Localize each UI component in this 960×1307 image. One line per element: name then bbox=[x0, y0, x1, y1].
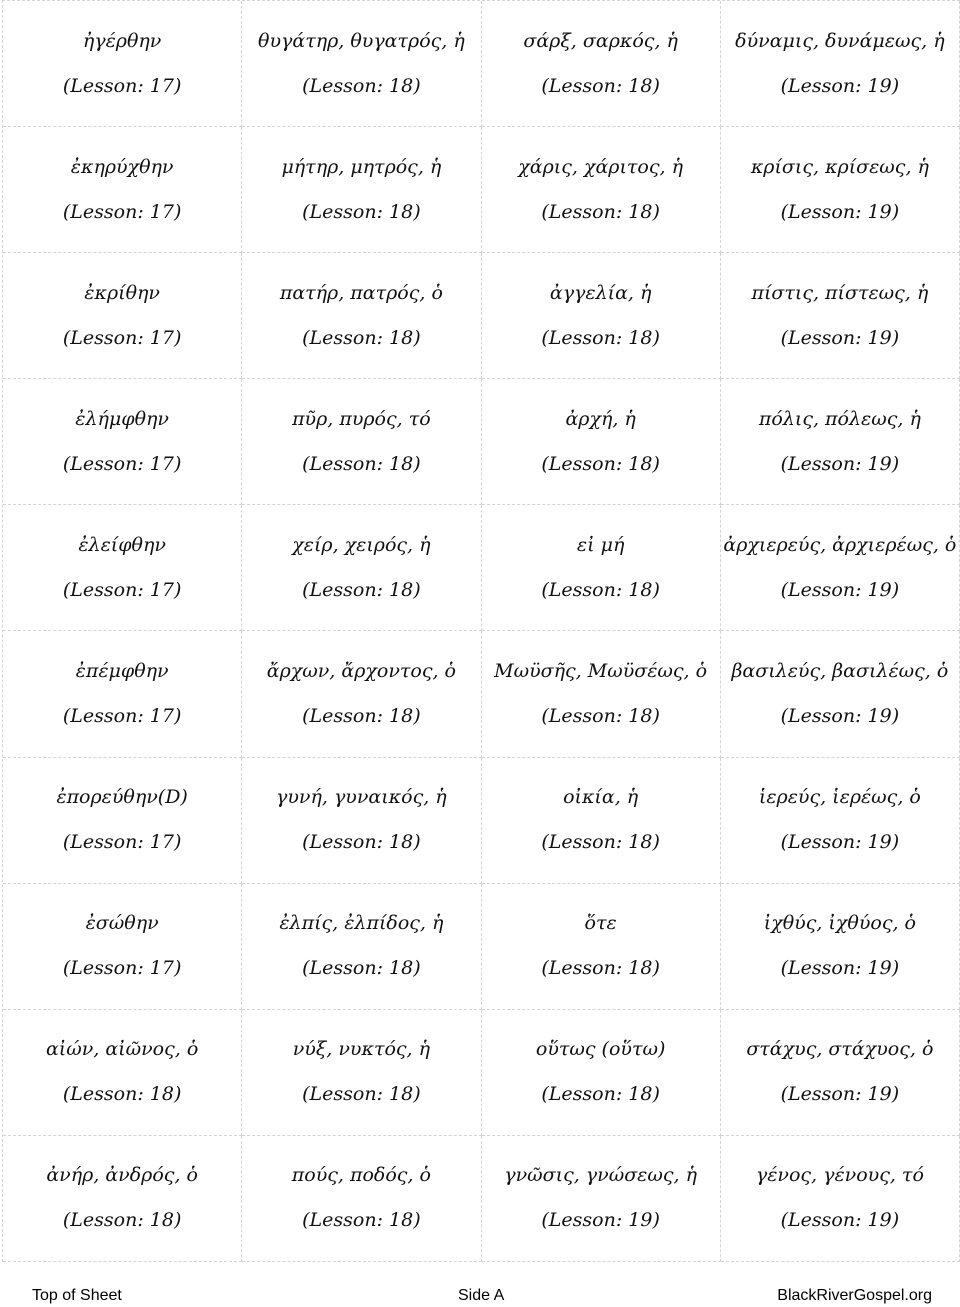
flashcard bbox=[721, 758, 960, 884]
flashcard bbox=[482, 253, 721, 379]
flashcard bbox=[482, 127, 721, 253]
flashcard bbox=[3, 884, 242, 1010]
flashcard-lesson: (Lesson: 18) bbox=[541, 578, 660, 601]
flashcard-lesson: (Lesson: 18) bbox=[541, 957, 660, 980]
flashcard-lesson: (Lesson: 17) bbox=[62, 200, 182, 223]
flashcard-term: ἐπέμφθην bbox=[75, 660, 169, 683]
flashcard-term: ἐπορεύθην(D) bbox=[56, 786, 188, 809]
flashcard-term: οἰκία, ἡ bbox=[563, 786, 639, 809]
flashcard-lesson: (Lesson: 19) bbox=[780, 1083, 900, 1106]
flashcard-term: ἐσώθην bbox=[85, 912, 159, 935]
flashcard-term: πόλις, πόλεως, ἡ bbox=[758, 407, 921, 430]
flashcard-term: πίστις, πίστεως, ἡ bbox=[751, 281, 929, 304]
flashcard-lesson: (Lesson: 17) bbox=[62, 578, 182, 601]
flashcard-lesson: (Lesson: 19) bbox=[780, 705, 900, 728]
flashcard bbox=[721, 1, 960, 127]
flashcard-term: ἱερεύς, ἱερέως, ὁ bbox=[758, 786, 921, 809]
flashcard-lesson: (Lesson: 17) bbox=[62, 452, 182, 475]
flashcard-term: κρίσις, κρίσεως, ἡ bbox=[750, 155, 929, 178]
flashcard-lesson: (Lesson: 18) bbox=[62, 1209, 182, 1232]
flashcard bbox=[3, 1, 242, 127]
flashcard bbox=[3, 253, 242, 379]
flashcard-lesson: (Lesson: 19) bbox=[780, 957, 900, 980]
flashcard-term: γνῶσις, γνώσεως, ἡ bbox=[504, 1164, 697, 1187]
flashcard-term: ἀρχή, ἡ bbox=[565, 407, 636, 430]
flashcard-lesson: (Lesson: 18) bbox=[302, 705, 421, 728]
flashcard-term: ἄρχων, ἄρχοντος, ὁ bbox=[266, 660, 456, 683]
flashcard bbox=[482, 1010, 721, 1136]
footer-site-name: BlackRiverGospel.org bbox=[777, 1287, 932, 1304]
flashcard bbox=[482, 1, 721, 127]
flashcard-term: χάρις, χάριτος, ἡ bbox=[518, 155, 683, 178]
flashcard-lesson: (Lesson: 19) bbox=[780, 1209, 900, 1232]
flashcard-lesson: (Lesson: 18) bbox=[541, 74, 660, 97]
flashcard bbox=[3, 1010, 242, 1136]
flashcard-lesson: (Lesson: 18) bbox=[302, 578, 421, 601]
flashcard-term: μήτηρ, μητρός, ἡ bbox=[281, 155, 442, 178]
flashcard bbox=[482, 758, 721, 884]
flashcard-lesson: (Lesson: 18) bbox=[541, 705, 660, 728]
flashcard bbox=[3, 758, 242, 884]
flashcard-term: εἰ μή bbox=[576, 533, 625, 556]
flashcard bbox=[721, 884, 960, 1010]
flashcard-term: θυγάτηρ, θυγατρός, ἡ bbox=[258, 29, 465, 52]
flashcard bbox=[242, 631, 481, 757]
footer-left-text: Top of Sheet bbox=[32, 1287, 122, 1304]
flashcard-term: Μωϋσῆς, Μωϋσέως, ὁ bbox=[494, 660, 708, 683]
flashcard bbox=[721, 631, 960, 757]
flashcard-lesson: (Lesson: 19) bbox=[780, 452, 900, 475]
flashcard bbox=[242, 1, 481, 127]
flashcard-term: ἐκηρύχθην bbox=[70, 155, 174, 178]
flashcard-term: ἠγέρθην bbox=[82, 29, 162, 52]
flashcard bbox=[3, 127, 242, 253]
flashcard bbox=[242, 253, 481, 379]
flashcard-lesson: (Lesson: 18) bbox=[541, 831, 660, 854]
flashcard-term: ἐκρίθην bbox=[84, 281, 160, 304]
flashcard-lesson: (Lesson: 19) bbox=[780, 200, 900, 223]
flashcard-term: ἰχθύς, ἰχθύος, ὁ bbox=[763, 912, 916, 935]
flashcard-term: αἰών, αἰῶνος, ὁ bbox=[45, 1038, 199, 1061]
flashcard-lesson: (Lesson: 18) bbox=[302, 1083, 421, 1106]
flashcard-lesson: (Lesson: 19) bbox=[780, 74, 900, 97]
footer-side-label: Side A bbox=[458, 1287, 505, 1304]
flashcard-lesson: (Lesson: 18) bbox=[541, 452, 660, 475]
flashcard-lesson: (Lesson: 18) bbox=[302, 452, 421, 475]
flashcard-lesson: (Lesson: 18) bbox=[541, 200, 660, 223]
flashcard-lesson: (Lesson: 18) bbox=[541, 326, 660, 349]
flashcard bbox=[721, 1010, 960, 1136]
flashcard-lesson: (Lesson: 17) bbox=[62, 831, 182, 854]
flashcard-lesson: (Lesson: 18) bbox=[541, 1083, 660, 1106]
flashcard-term: ἐλήμφθην bbox=[75, 407, 169, 430]
page-footer bbox=[0, 1285, 960, 1307]
flashcard-term: χείρ, χειρός, ἡ bbox=[292, 533, 431, 556]
flashcard-lesson: (Lesson: 19) bbox=[780, 831, 900, 854]
flashcard bbox=[242, 1010, 481, 1136]
flashcard bbox=[482, 505, 721, 631]
flashcard bbox=[3, 505, 242, 631]
flashcard-term: νύξ, νυκτός, ἡ bbox=[292, 1038, 430, 1061]
flashcard-lesson: (Lesson: 19) bbox=[780, 578, 900, 601]
flashcard-term: ἀνήρ, ἀνδρός, ὁ bbox=[46, 1164, 198, 1187]
flashcard bbox=[242, 127, 481, 253]
flashcard bbox=[482, 631, 721, 757]
flashcard-term: σάρξ, σαρκός, ἡ bbox=[523, 29, 678, 52]
flashcard-lesson: (Lesson: 18) bbox=[302, 74, 421, 97]
flashcard bbox=[721, 379, 960, 505]
flashcard-term: ὅτε bbox=[584, 912, 617, 935]
flashcard bbox=[721, 505, 960, 631]
flashcard-lesson: (Lesson: 18) bbox=[302, 326, 421, 349]
flashcard-lesson: (Lesson: 18) bbox=[62, 1083, 182, 1106]
flashcard-term: γυνή, γυναικός, ἡ bbox=[276, 786, 447, 809]
flashcard bbox=[482, 379, 721, 505]
flashcard-term: ἀγγελία, ἡ bbox=[549, 281, 652, 304]
flashcard-term: ἐλείφθην bbox=[78, 533, 166, 556]
flashcard-term: ἀρχιερεύς, ἀρχιερέως, ὁ bbox=[723, 533, 957, 556]
flashcard-term: πατήρ, πατρός, ὁ bbox=[279, 281, 443, 304]
flashcard bbox=[242, 758, 481, 884]
flashcard bbox=[721, 1136, 960, 1262]
flashcard-term: πῦρ, πυρός, τό bbox=[292, 407, 431, 430]
flashcard-lesson: (Lesson: 17) bbox=[62, 326, 182, 349]
flashcard bbox=[242, 884, 481, 1010]
flashcard bbox=[242, 1136, 481, 1262]
flashcard-lesson: (Lesson: 17) bbox=[62, 957, 182, 980]
flashcard-lesson: (Lesson: 18) bbox=[302, 957, 421, 980]
flashcard-lesson: (Lesson: 19) bbox=[780, 326, 900, 349]
flashcard-lesson: (Lesson: 17) bbox=[62, 74, 182, 97]
flashcard-term: δύναμις, δυνάμεως, ἡ bbox=[735, 29, 945, 52]
flashcard-term: οὕτως (οὕτω) bbox=[535, 1038, 666, 1061]
flashcard-lesson: (Lesson: 18) bbox=[302, 831, 421, 854]
flashcard-term: ἐλπίς, ἐλπίδος, ἡ bbox=[279, 912, 444, 935]
flashcard bbox=[721, 253, 960, 379]
flashcard bbox=[242, 505, 481, 631]
flashcard-lesson: (Lesson: 17) bbox=[62, 705, 182, 728]
flashcard-lesson: (Lesson: 19) bbox=[541, 1209, 660, 1232]
flashcard bbox=[3, 1136, 242, 1262]
flashcard-term: γένος, γένους, τό bbox=[755, 1164, 924, 1187]
flashcard-lesson: (Lesson: 18) bbox=[302, 1209, 421, 1232]
flashcard-lesson: (Lesson: 18) bbox=[302, 200, 421, 223]
flashcard bbox=[721, 127, 960, 253]
flashcard-grid bbox=[2, 0, 960, 1262]
flashcard bbox=[3, 379, 242, 505]
flashcard bbox=[3, 631, 242, 757]
flashcard bbox=[482, 884, 721, 1010]
flashcard-term: στάχυς, στάχυος, ὁ bbox=[746, 1038, 934, 1061]
flashcard bbox=[482, 1136, 721, 1262]
flashcard-term: βασιλεύς, βασιλέως, ὁ bbox=[731, 660, 949, 683]
flashcard bbox=[242, 379, 481, 505]
flashcard-term: πούς, ποδός, ὁ bbox=[291, 1164, 431, 1187]
